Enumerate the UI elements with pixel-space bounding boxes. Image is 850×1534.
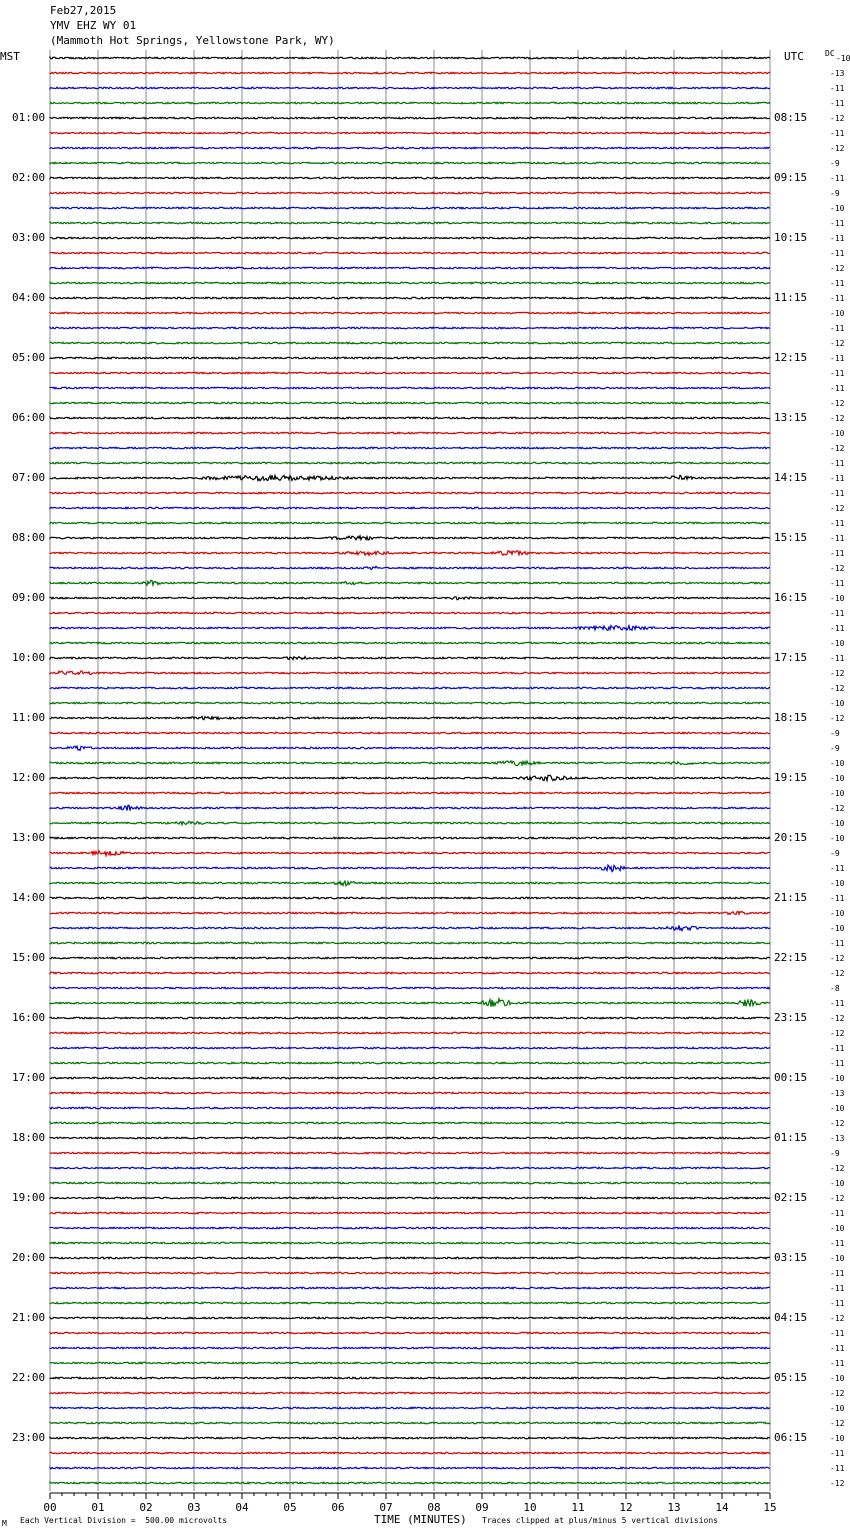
trace-line <box>50 1272 770 1274</box>
x-tick-label: 07 <box>379 1501 393 1514</box>
trace-line <box>50 342 770 344</box>
trace-line <box>50 657 770 660</box>
scale-note: Each Vertical Division = 500.00 microvolts <box>20 1516 228 1525</box>
mst-hour-label: 01:00 <box>12 111 46 124</box>
dc-offset-value: -10 <box>830 1104 845 1113</box>
dc-offset-value: -12 <box>830 339 845 348</box>
x-tick-label: 10 <box>523 1501 537 1514</box>
right-timezone-label: UTC <box>784 50 804 63</box>
dc-offset-value: -11 <box>830 609 845 618</box>
dc-offset-value: -11 <box>830 1464 845 1473</box>
utc-hour-label: 13:15 <box>774 411 808 424</box>
mst-hour-label: 22:00 <box>12 1371 46 1384</box>
trace-line <box>50 792 770 794</box>
trace-line <box>50 1047 770 1049</box>
dc-offset-value: -11 <box>830 654 845 663</box>
trace-line <box>50 1152 770 1154</box>
dc-offset-value: -10 <box>830 429 845 438</box>
mst-hour-label: 11:00 <box>12 711 46 724</box>
dc-offset-value: -12 <box>830 669 845 678</box>
dc-offset-value: -11 <box>830 1044 845 1053</box>
utc-hour-label: 14:15 <box>774 471 808 484</box>
dc-offset-value: -11 <box>830 174 845 183</box>
utc-hour-label: 06:15 <box>774 1431 808 1444</box>
trace-line <box>50 57 770 59</box>
dc-offset-value: -11 <box>830 489 845 498</box>
dc-offset-value: -11 <box>830 369 845 378</box>
trace-line <box>50 1332 770 1334</box>
dc-offset-value: -11 <box>830 519 845 528</box>
dc-offset-value: -11 <box>830 1209 845 1218</box>
dc-offset-value: -12 <box>830 804 845 813</box>
trace-line <box>50 1482 770 1484</box>
trace-line <box>50 492 770 494</box>
dc-offset-value: -10 <box>830 789 845 798</box>
dc-offset-value: -10 <box>830 309 845 318</box>
dc-offset-value: -10 <box>830 1254 845 1263</box>
station-label: YMV EHZ WY 01 <box>50 19 137 32</box>
x-tick-label: 09 <box>475 1501 489 1514</box>
trace-line <box>50 432 770 434</box>
dc-offset-value: -10 <box>830 1074 845 1083</box>
dc-offset-value: -11 <box>830 894 845 903</box>
trace-line <box>50 1062 770 1064</box>
dc-offset-value: -11 <box>830 579 845 588</box>
trace-line <box>50 551 770 556</box>
dc-offset-value: -11 <box>830 1059 845 1068</box>
trace-line <box>50 999 770 1007</box>
trace-line <box>50 282 770 284</box>
dc-offset-value: -12 <box>830 1194 845 1203</box>
dc-offset-value: -9 <box>830 849 840 858</box>
x-tick-label: 02 <box>139 1501 153 1514</box>
mst-hour-label: 15:00 <box>12 951 46 964</box>
mst-hour-label: 17:00 <box>12 1071 46 1084</box>
trace-line <box>50 102 770 104</box>
trace-line <box>50 1422 770 1424</box>
mst-hour-label: 13:00 <box>12 831 46 844</box>
trace-line <box>50 597 770 600</box>
utc-hour-label: 23:15 <box>774 1011 808 1024</box>
trace-line <box>50 987 770 989</box>
dc-offset-value: -11 <box>830 534 845 543</box>
trace-line <box>50 626 770 631</box>
trace-line <box>50 1302 770 1304</box>
trace-line <box>50 865 770 872</box>
date-label: Feb27,2015 <box>50 4 117 17</box>
dc-offset-value: -12 <box>830 1029 845 1038</box>
dc-offset-value: -10 <box>830 774 845 783</box>
trace-line <box>50 237 770 239</box>
x-tick-label: 15 <box>763 1501 777 1514</box>
dc-offset-value: -9 <box>830 189 840 198</box>
trace-line <box>50 1197 770 1199</box>
dc-offset-value: -11 <box>830 1269 845 1278</box>
dc-offset-value: -11 <box>830 354 845 363</box>
mst-hour-label: 02:00 <box>12 171 46 184</box>
dc-offset-value: -9 <box>830 729 840 738</box>
trace-line <box>50 925 770 930</box>
dc-offset-value: -12 <box>830 1419 845 1428</box>
trace-line <box>50 417 770 419</box>
dc-offset-value: -12 <box>830 144 845 153</box>
dc-offset-value: -9 <box>830 1149 840 1158</box>
mst-hour-label: 20:00 <box>12 1251 46 1264</box>
utc-hour-label: 03:15 <box>774 1251 808 1264</box>
dc-offset-value: -12 <box>830 564 845 573</box>
trace-line <box>50 207 770 209</box>
x-tick-label: 12 <box>619 1501 633 1514</box>
trace-line <box>50 267 770 269</box>
x-tick-label: 05 <box>283 1501 297 1514</box>
utc-hour-label: 18:15 <box>774 711 808 724</box>
trace-line <box>50 732 770 734</box>
mst-hour-label: 08:00 <box>12 531 46 544</box>
dc-offset-value: -12 <box>830 1314 845 1323</box>
dc-offset-value: -11 <box>830 474 845 483</box>
utc-hour-label: 15:15 <box>774 531 808 544</box>
utc-hour-label: 11:15 <box>774 291 808 304</box>
trace-line <box>50 387 770 389</box>
dc-offset-value: -10 <box>830 204 845 213</box>
trace-line <box>50 1167 770 1169</box>
utc-hour-label: 00:15 <box>774 1071 808 1084</box>
dc-offset-value: -12 <box>830 969 845 978</box>
trace-line <box>50 702 770 704</box>
trace-line <box>50 1032 770 1034</box>
x-tick-label: 14 <box>715 1501 729 1514</box>
utc-hour-label: 22:15 <box>774 951 808 964</box>
dc-offset-value: -12 <box>830 399 845 408</box>
trace-line <box>50 642 770 644</box>
trace-line <box>50 447 770 449</box>
trace-line <box>50 312 770 314</box>
mst-hour-label: 03:00 <box>12 231 46 244</box>
dc-offset-value: -10 <box>830 1224 845 1233</box>
trace-line <box>50 177 770 179</box>
dc-offset-value: -11 <box>830 1299 845 1308</box>
dc-offset-value: -11 <box>830 1239 845 1248</box>
dc-offset-value: -11 <box>830 1329 845 1338</box>
trace-line <box>50 1347 770 1349</box>
trace-line <box>50 972 770 974</box>
x-tick-label: 13 <box>667 1501 681 1514</box>
utc-hour-label: 08:15 <box>774 111 808 124</box>
mst-hour-label: 07:00 <box>12 471 46 484</box>
dc-offset-value: -10 <box>830 639 845 648</box>
mst-hour-label: 19:00 <box>12 1191 46 1204</box>
trace-line <box>50 372 770 374</box>
dc-offset-value: -11 <box>830 459 845 468</box>
footer-mark: M <box>2 1519 7 1528</box>
trace-line <box>50 252 770 254</box>
trace-line <box>50 897 770 899</box>
dc-offset-value: -11 <box>830 384 845 393</box>
dc-offset-value: -12 <box>830 1164 845 1173</box>
trace-line <box>50 821 770 824</box>
x-axis-label: TIME (MINUTES) <box>374 1513 467 1526</box>
trace-line <box>50 475 770 480</box>
trace-line <box>50 357 770 359</box>
dc-offset-value: -10 <box>830 819 845 828</box>
trace-line <box>50 72 770 74</box>
trace-line <box>50 805 770 810</box>
dc-offset-value: -10 <box>830 1179 845 1188</box>
trace-line <box>50 1407 770 1409</box>
trace-line <box>50 612 770 614</box>
x-tick-label: 08 <box>427 1501 441 1514</box>
dc-offset-value: -13 <box>830 1089 845 1098</box>
left-timezone-label: MST <box>0 50 20 63</box>
trace-line <box>50 716 770 719</box>
x-tick-label: 03 <box>187 1501 201 1514</box>
trace-line <box>50 87 770 89</box>
dc-offset-value: -11 <box>830 279 845 288</box>
dc-offset-value: -8 <box>830 984 840 993</box>
dc-offset-value: -10 <box>830 699 845 708</box>
dc-offset-value: -11 <box>830 294 845 303</box>
trace-line <box>50 957 770 959</box>
x-tick-label: 04 <box>235 1501 249 1514</box>
utc-hour-label: 12:15 <box>774 351 808 364</box>
dc-offset-value: -12 <box>830 114 845 123</box>
trace-line <box>50 522 770 524</box>
x-tick-label: 11 <box>571 1501 585 1514</box>
utc-hour-label: 05:15 <box>774 1371 808 1384</box>
trace-line <box>50 1122 770 1124</box>
trace-line <box>50 1182 770 1184</box>
location-label: (Mammoth Hot Springs, Yellowstone Park, WY) <box>50 34 335 47</box>
dc-offset-value: -12 <box>830 264 845 273</box>
mst-hour-label: 21:00 <box>12 1311 46 1324</box>
trace-line <box>50 1212 770 1214</box>
dc-offset-value: -12 <box>830 1389 845 1398</box>
dc-offset-value: -11 <box>830 99 845 108</box>
trace-line <box>50 1257 770 1259</box>
dc-offset-value: -11 <box>830 549 845 558</box>
utc-hour-label: 09:15 <box>774 171 808 184</box>
trace-line <box>50 507 770 509</box>
trace-line <box>50 536 770 540</box>
trace-line <box>50 1452 770 1454</box>
utc-hour-label: 01:15 <box>774 1131 808 1144</box>
dc-offset-value: -12 <box>830 1119 845 1128</box>
dc-offset-value: -11 <box>830 939 845 948</box>
trace-line <box>50 117 770 119</box>
dc-header-label: DC <box>825 49 835 58</box>
trace-line <box>50 1467 770 1469</box>
dc-offset-value: -11 <box>830 1449 845 1458</box>
trace-line <box>50 162 770 164</box>
dc-offset-value: -11 <box>830 864 845 873</box>
trace-line <box>50 1392 770 1394</box>
trace-line <box>50 402 770 404</box>
mst-hour-label: 10:00 <box>12 651 46 664</box>
dc-offset-value: -10 <box>836 54 850 63</box>
trace-line <box>50 222 770 224</box>
trace-line <box>50 746 770 750</box>
trace-line <box>50 1092 770 1094</box>
trace-line <box>50 192 770 194</box>
trace-line <box>50 132 770 134</box>
mst-hour-label: 12:00 <box>12 771 46 784</box>
dc-offset-value: -10 <box>830 1404 845 1413</box>
trace-line <box>50 687 770 689</box>
utc-hour-label: 19:15 <box>774 771 808 784</box>
utc-hour-label: 02:15 <box>774 1191 808 1204</box>
dc-offset-value: -11 <box>830 1359 845 1368</box>
dc-offset-value: -10 <box>830 759 845 768</box>
mst-hour-label: 23:00 <box>12 1431 46 1444</box>
dc-offset-value: -13 <box>830 1134 845 1143</box>
dc-offset-value: -12 <box>830 504 845 513</box>
dc-offset-value: -9 <box>830 159 840 168</box>
trace-line <box>50 851 770 856</box>
x-tick-label: 00 <box>43 1501 57 1514</box>
dc-offset-value: -10 <box>830 879 845 888</box>
trace-line <box>50 147 770 149</box>
trace-line <box>50 1242 770 1244</box>
dc-offset-value: -11 <box>830 249 845 258</box>
trace-line <box>50 761 770 766</box>
clip-note: Traces clipped at plus/minus 5 vertical divisions <box>482 1516 719 1525</box>
trace-line <box>50 1077 770 1079</box>
trace-line <box>50 775 770 780</box>
dc-offset-value: -9 <box>830 744 840 753</box>
dc-offset-value: -11 <box>830 84 845 93</box>
dc-offset-value: -12 <box>830 684 845 693</box>
dc-offset-value: -10 <box>830 909 845 918</box>
dc-offset-value: -10 <box>830 594 845 603</box>
dc-offset-value: -11 <box>830 234 845 243</box>
trace-line <box>50 837 770 839</box>
trace-line <box>50 580 770 585</box>
utc-hour-label: 20:15 <box>774 831 808 844</box>
trace-line <box>50 1017 770 1019</box>
trace-line <box>50 911 770 914</box>
dc-offset-value: -10 <box>830 834 845 843</box>
dc-offset-value: -11 <box>830 1284 845 1293</box>
mst-hour-label: 06:00 <box>12 411 46 424</box>
dc-offset-value: -10 <box>830 1434 845 1443</box>
trace-line <box>50 327 770 329</box>
trace-line <box>50 1137 770 1139</box>
dc-offset-value: -12 <box>830 1479 845 1488</box>
dc-offset-value: -11 <box>830 999 845 1008</box>
trace-line <box>50 1317 770 1319</box>
mst-hour-label: 14:00 <box>12 891 46 904</box>
dc-offset-value: -11 <box>830 1344 845 1353</box>
trace-line <box>50 566 770 569</box>
x-tick-label: 01 <box>91 1501 105 1514</box>
dc-offset-value: -11 <box>830 129 845 138</box>
trace-line <box>50 462 770 464</box>
trace-line <box>50 942 770 944</box>
utc-hour-label: 16:15 <box>774 591 808 604</box>
x-tick-label: 06 <box>331 1501 345 1514</box>
dc-offset-value: -12 <box>830 714 845 723</box>
trace-line <box>50 297 770 299</box>
mst-hour-label: 05:00 <box>12 351 46 364</box>
dc-offset-value: -12 <box>830 444 845 453</box>
utc-hour-label: 04:15 <box>774 1311 808 1324</box>
mst-hour-label: 04:00 <box>12 291 46 304</box>
trace-line <box>50 1362 770 1364</box>
dc-offset-value: -13 <box>830 69 845 78</box>
dc-offset-value: -12 <box>830 954 845 963</box>
dc-offset-value: -12 <box>830 414 845 423</box>
utc-hour-label: 10:15 <box>774 231 808 244</box>
dc-offset-value: -11 <box>830 324 845 333</box>
trace-line <box>50 1377 770 1379</box>
mst-hour-label: 09:00 <box>12 591 46 604</box>
trace-line <box>50 881 770 886</box>
trace-line <box>50 1437 770 1439</box>
trace-line <box>50 671 770 675</box>
trace-line <box>50 1287 770 1289</box>
dc-offset-value: -11 <box>830 624 845 633</box>
dc-offset-value: -12 <box>830 1014 845 1023</box>
dc-offset-value: -10 <box>830 924 845 933</box>
dc-offset-value: -11 <box>830 219 845 228</box>
trace-line <box>50 1107 770 1109</box>
utc-hour-label: 17:15 <box>774 651 808 664</box>
mst-hour-label: 18:00 <box>12 1131 46 1144</box>
dc-offset-value: -10 <box>830 1374 845 1383</box>
mst-hour-label: 16:00 <box>12 1011 46 1024</box>
trace-line <box>50 1227 770 1229</box>
utc-hour-label: 21:15 <box>774 891 808 904</box>
